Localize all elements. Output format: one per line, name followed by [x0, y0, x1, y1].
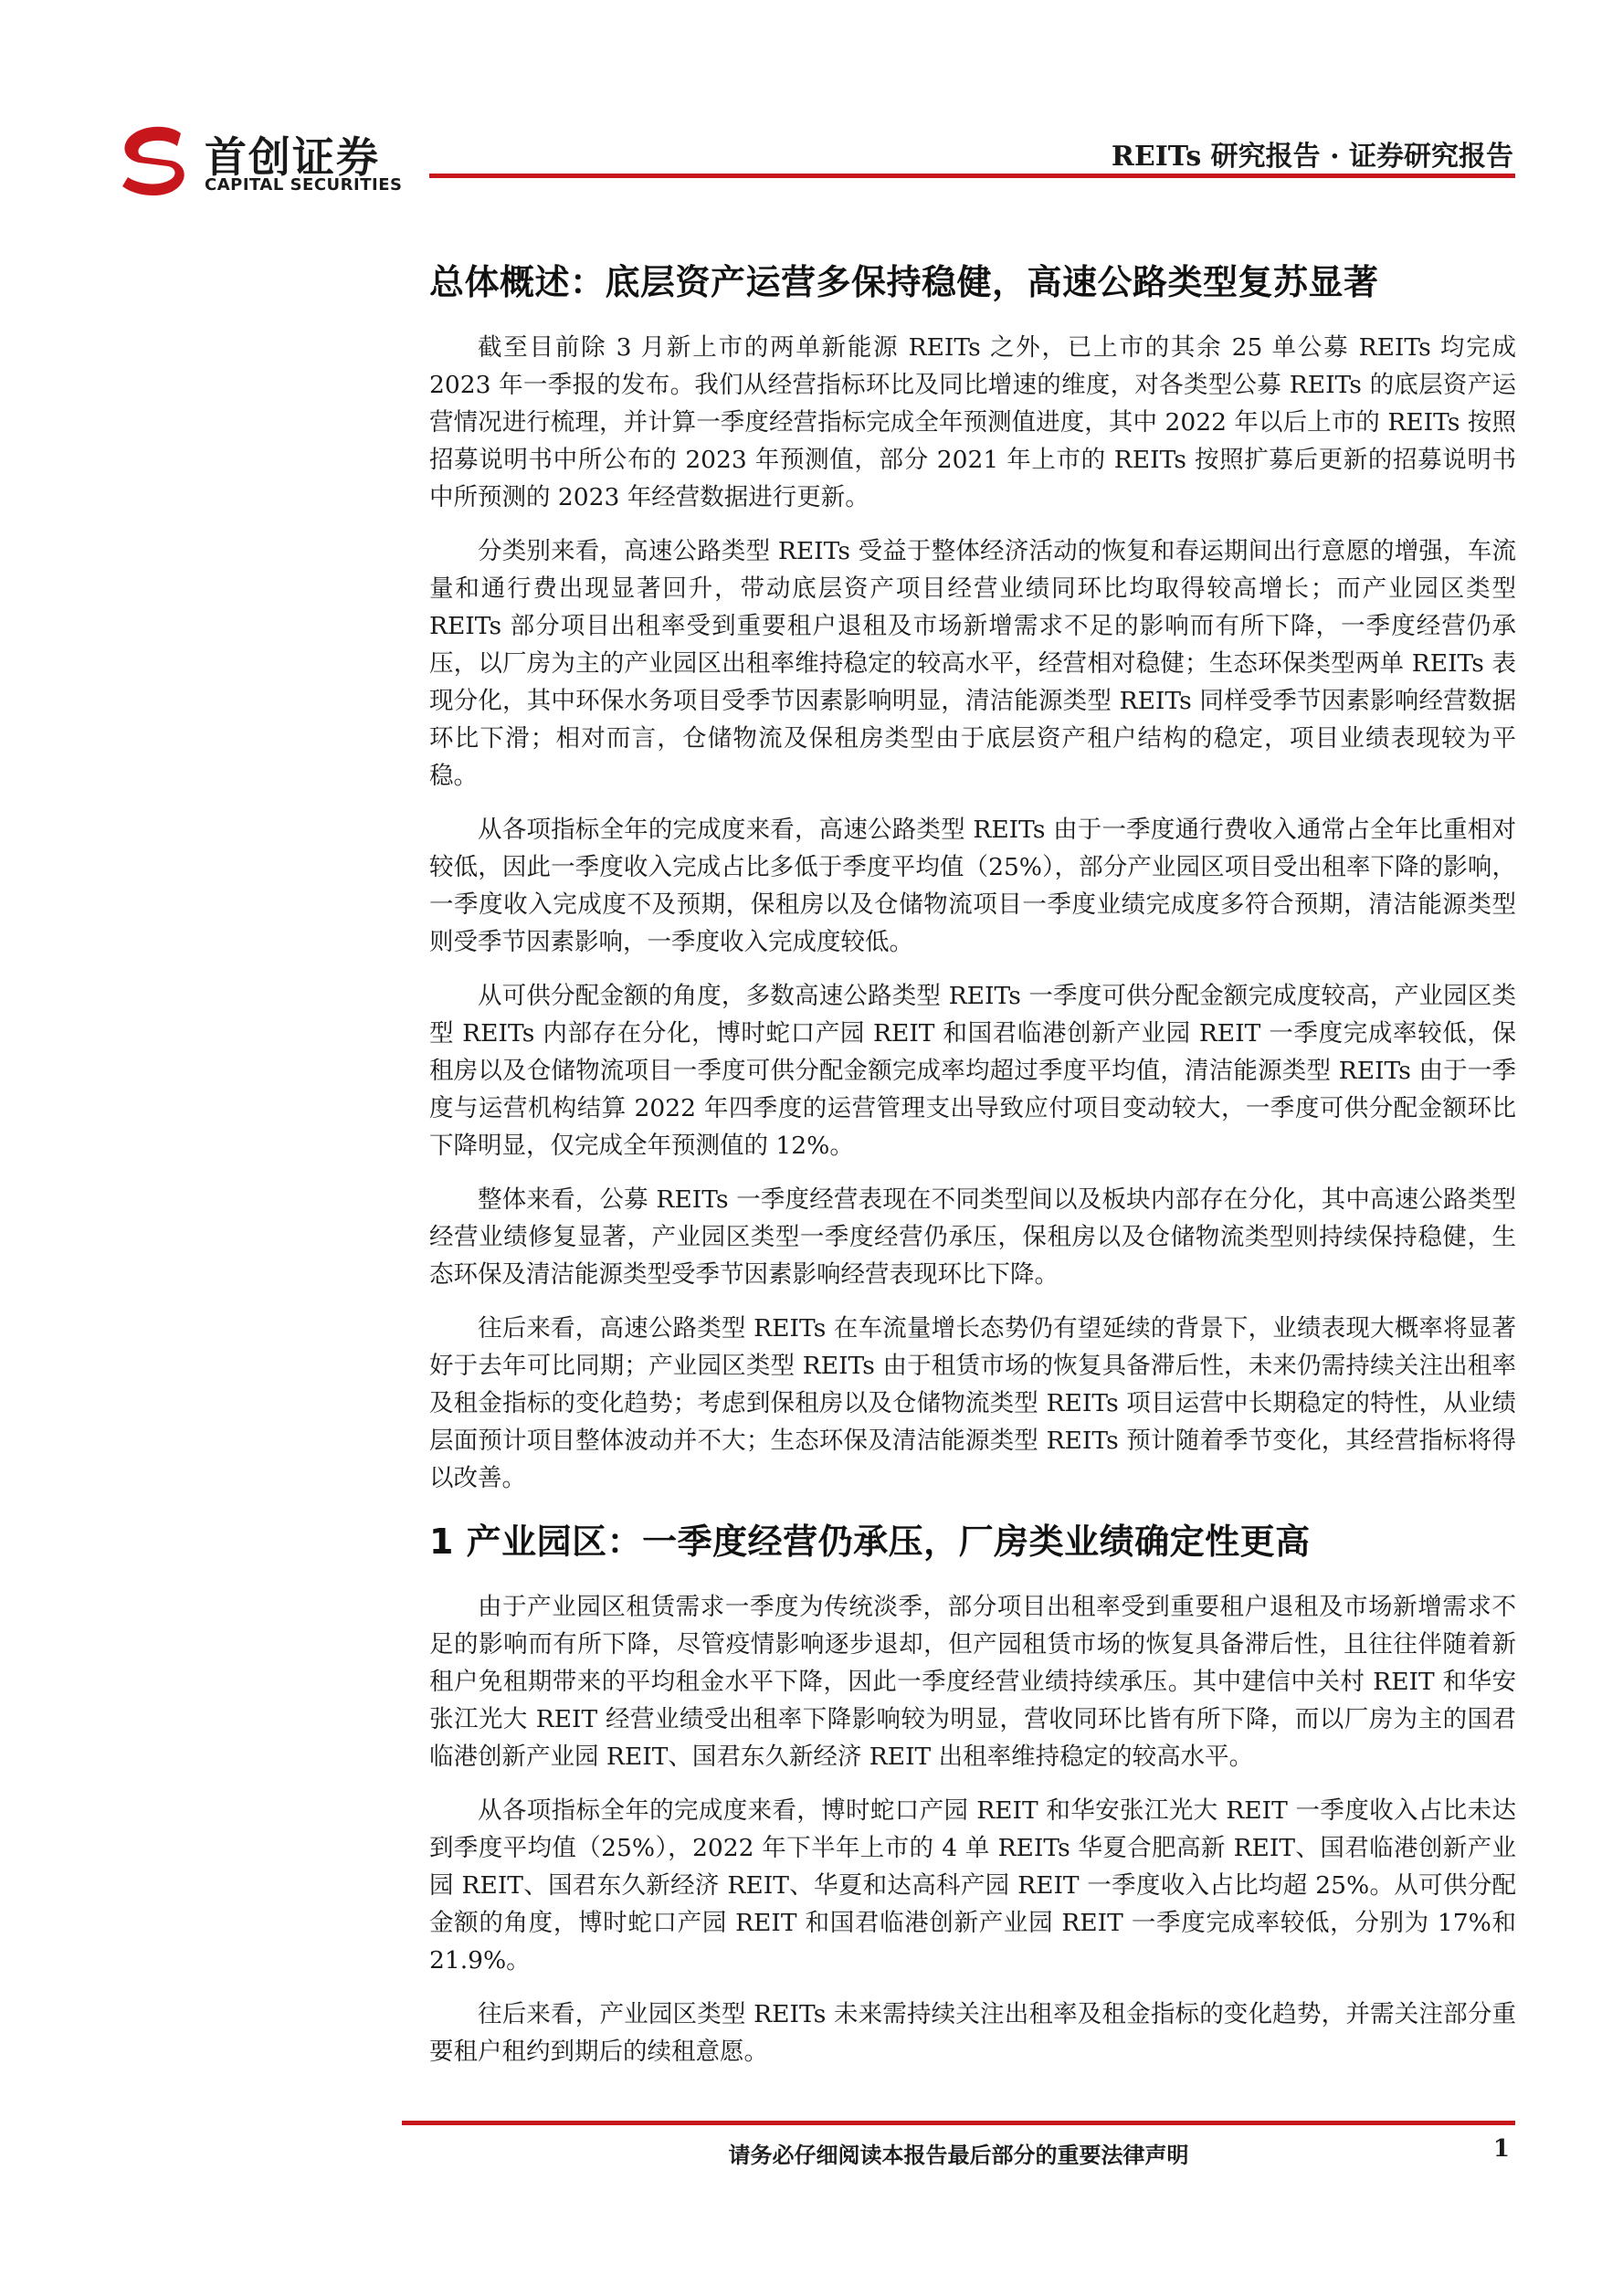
paragraph: 截至目前除 3 月新上市的两单新能源 REITs 之外，已上市的其余 25 单公募 REITs 均完成 2023 年一季报的发布。我们从经营指标环比及同比增速的维度，对各类型公募 REITs 的底层资产运营情况进行梳理，并计算一季度经营指标完成全年预测值进度，其中 2022 年以后上市的 REITs 按照招募说明书中所公布的 2023 年预测值，部分 2021 年上市的 REITs 按照扩募后更新的招募说明书中所预测的 2023 年经营数据进行更新。: [429, 333, 1516, 511]
brand-name-cn: 首创证券: [205, 132, 380, 182]
paragraph: 从各项指标全年的完成度来看，博时蛇口产园 REIT 和华安张江光大 REIT 一季度收入占比未达到季度平均值（25%），2022 年下半年上市的 4 单 REITs 华夏合肥高新 REIT、国君临港创新产业园 REIT、国君东久新经济 REIT、华夏和达高科产园 REIT 一季度收入占比均超 25%。从可供分配金额的角度，博时蛇口产园 REIT 和国君临港创新产业园 REIT 一季度完成率较低，分别为 17%和 21.9%。: [429, 1796, 1516, 1975]
capital-securities-logo-icon: [117, 124, 194, 197]
section-heading-overview: 总体概述：底层资产运营多保持稳健，高速公路类型复苏显著: [429, 262, 1379, 302]
paragraph: 往后来看，高速公路类型 REITs 在车流量增长态势仍有望延续的背景下，业绩表现大概率将显著好于去年可比同期；产业园区类型 REITs 由于租赁市场的恢复具备滞后性，未来仍需持续关注出租率及租金指标的变化趋势；考虑到保租房以及仓储物流类型 REITs 项目运营中长期稳定的特性，从业绩层面预计项目整体波动并不大；生态环保及清洁能源类型 REITs 预计随着季节变化，其经营指标将得以改善。: [429, 1314, 1516, 1492]
paragraph: 往后来看，产业园区类型 REITs 未来需持续关注出租率及租金指标的变化趋势，并需关注部分重要租户租约到期后的续租意愿。: [429, 2000, 1516, 2066]
footer-divider: [402, 2121, 1515, 2125]
company-logo: [117, 124, 427, 197]
section-heading-industrial-park: 1 产业园区：一季度经营仍承压，厂房类业绩确定性更高: [429, 1522, 1311, 1562]
paragraph: 从各项指标全年的完成度来看，高速公路类型 REITs 由于一季度通行费收入通常占全年比重相对较低，因此一季度收入完成占比多低于季度平均值（25%），部分产业园区项目受出租率下降的影响，一季度收入完成度不及预期，保租房以及仓储物流项目一季度业绩完成度多符合预期，清洁能源类型则受季节因素影响，一季度收入完成度较低。: [429, 816, 1516, 956]
brand-name-en: CAPITAL SECURITIES: [205, 175, 403, 195]
paragraph: 由于产业园区租赁需求一季度为传统淡季，部分项目出租率受到重要租户退租及市场新增需求不足的影响而有所下降，尽管疫情影响逐步退却，但产园租赁市场的恢复具备滞后性，且往往伴随着新租户免租期带来的平均租金水平下降，因此一季度经营业绩持续承压。其中建信中关村 REIT 和华安张江光大 REIT 经营业绩受出租率下降影响较为明显，营收同环比皆有所下降，而以厂房为主的国君临港创新产业园 REIT、国君东久新经济 REIT 出租率维持稳定的较高水平。: [429, 1593, 1516, 1771]
report-body: [429, 256, 1516, 2087]
header-divider: [429, 174, 1515, 178]
paragraph: 整体来看，公募 REITs 一季度经营表现在不同类型间以及板块内部存在分化，其中高速公路类型经营业绩修复显著，产业园区类型一季度经营仍承压，保租房以及仓储物流类型则持续保持稳健，生态环保及清洁能源类型受季节因素影响经营表现环比下降。: [429, 1185, 1516, 1289]
paragraph: 分类别来看，高速公路类型 REITs 受益于整体经济活动的恢复和春运期间出行意愿的增强，车流量和通行费出现显著回升，带动底层资产项目经营业绩同环比均取得较高增长；而产业园区类型 REITs 部分项目出租率受到重要租户退租及市场新增需求不足的影响而有所下降，一季度经营仍承压，以厂房为主的产业园区出租率维持稳定的较高水平，经营相对稳健；生态环保类型两单 REITs 表现分化，其中环保水务项目受季节因素影响明显，清洁能源类型 REITs 同样受季节因素影响经营数据环比下滑；相对而言，仓储物流及保租房类型由于底层资产租户结构的稳定，项目业绩表现较为平稳。: [429, 537, 1516, 790]
paragraph: 从可供分配金额的角度，多数高速公路类型 REITs 一季度可供分配金额完成度较高，产业园区类型 REITs 内部存在分化，博时蛇口产园 REIT 和国君临港创新产业园 REIT 一季度完成率较低，保租房以及仓储物流项目一季度可供分配金额完成率均超过季度平均值，清洁能源类型 REITs 由于一季度与运营机构结算 2022 年四季度的运营管理支出导致应付项目变动较大，一季度可供分配金额环比下降明显，仅完成全年预测值的 12%。: [429, 982, 1516, 1160]
report-type-title: REITs 研究报告 · 证券研究报告: [1111, 141, 1513, 173]
page-number: 1: [1492, 2135, 1510, 2163]
legal-disclaimer: 请务必仔细阅读本报告最后部分的重要法律声明: [728, 2142, 1189, 2168]
